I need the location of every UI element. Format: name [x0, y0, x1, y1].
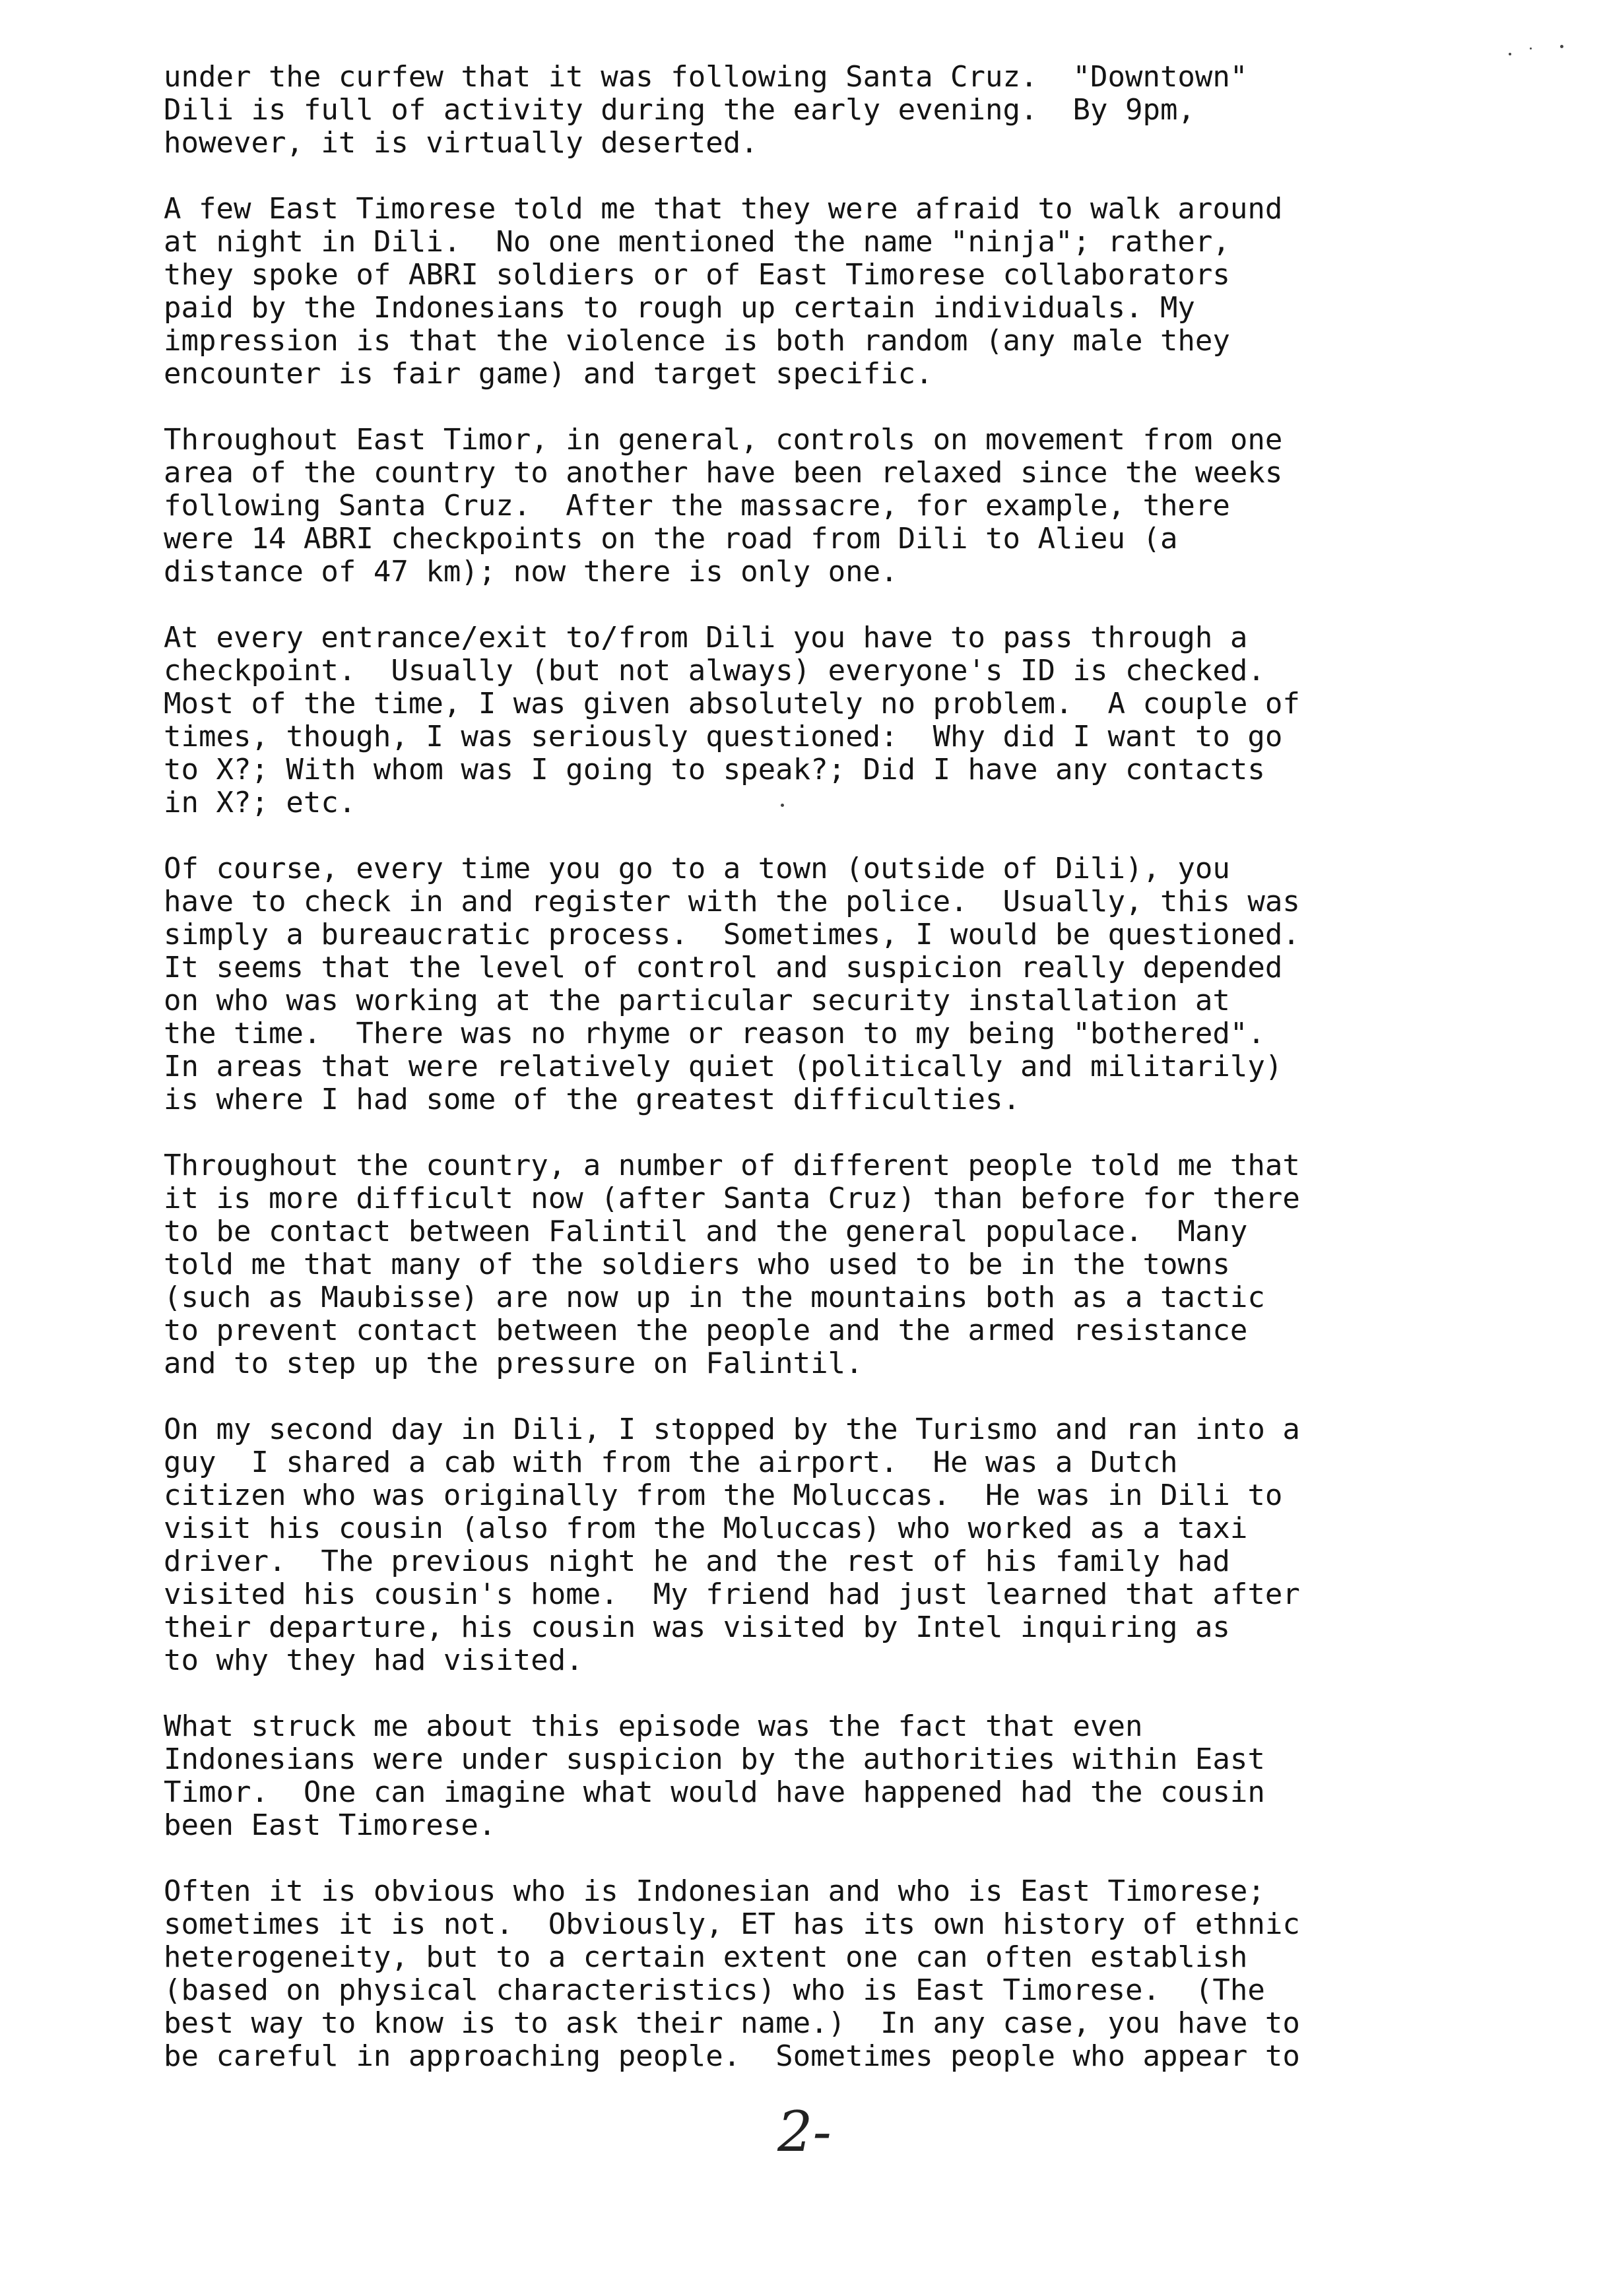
scan-speck: [1509, 53, 1511, 55]
text-line: the time. There was no rhyme or reason to my being "bothered".: [164, 1017, 1265, 1050]
text-line: following Santa Cruz. After the massacre, for example, there: [164, 489, 1230, 523]
text-line: Throughout East Timor, in general, controls on movement from one: [164, 423, 1283, 457]
text-line: Most of the time, I was given absolutely no problem. A couple of: [164, 687, 1300, 720]
text-line: distance of 47 km); now there is only one.: [164, 555, 898, 589]
paragraph: [164, 852, 1484, 1116]
paragraph: [164, 1413, 1484, 1677]
text-line: guy I shared a cab with from the airport. He was a Dutch: [164, 1446, 1178, 1479]
text-line: to prevent contact between the people and the armed resistance: [164, 1314, 1248, 1347]
text-line: encounter is fair game) and target specific.: [164, 357, 933, 391]
text-line: Timor. One can imagine what would have happened had the cousin: [164, 1775, 1265, 1809]
text-line: told me that many of the soldiers who used to be in the towns: [164, 1248, 1230, 1281]
text-line: It seems that the level of control and suspicion really depended: [164, 951, 1283, 984]
text-line: visit his cousin (also from the Moluccas) who worked as a taxi: [164, 1512, 1248, 1545]
paragraph: [164, 622, 1484, 819]
text-line: heterogeneity, but to a certain extent one can often establish: [164, 1940, 1248, 1974]
paragraph: [164, 193, 1484, 391]
text-line: citizen who was originally from the Moluccas. He was in Dili to: [164, 1479, 1283, 1512]
text-line: times, though, I was seriously questioned: Why did I want to go: [164, 720, 1283, 753]
text-line: in X?; etc.: [164, 786, 356, 819]
text-line: they spoke of ABRI soldiers or of East Timorese collaborators: [164, 258, 1230, 292]
paragraph: [164, 61, 1484, 160]
text-line: What struck me about this episode was the fact that even: [164, 1709, 1143, 1743]
text-line: were 14 ABRI checkpoints on the road from Dili to Alieu (a: [164, 522, 1178, 556]
text-line: area of the country to another have been relaxed since the weeks: [164, 456, 1283, 490]
document-body: [164, 61, 1484, 2106]
paragraph: [164, 424, 1484, 589]
text-line: On my second day in Dili, I stopped by the Turismo and ran into a: [164, 1413, 1300, 1446]
paragraph: [164, 1710, 1484, 1842]
text-line: paid by the Indonesians to rough up certain individuals. My: [164, 291, 1195, 325]
text-line: is where I had some of the greatest difficulties.: [164, 1083, 1021, 1116]
text-line: been East Timorese.: [164, 1808, 496, 1842]
page-number: 2-: [777, 2099, 832, 2164]
text-line: at night in Dili. No one mentioned the name "ninja"; rather,: [164, 225, 1230, 259]
text-line: At every entrance/exit to/from Dili you have to pass through a: [164, 621, 1248, 654]
text-line: their departure, his cousin was visited by Intel inquiring as: [164, 1610, 1230, 1644]
scan-speck: [781, 804, 784, 807]
text-line: sometimes it is not. Obviously, ET has its own history of ethnic: [164, 1907, 1300, 1941]
text-line: it is more difficult now (after Santa Cruz) than before for there: [164, 1182, 1300, 1215]
text-line: to X?; With whom was I going to speak?; Did I have any contacts: [164, 753, 1265, 786]
text-line: driver. The previous night he and the rest of his family had: [164, 1545, 1230, 1578]
text-line: Often it is obvious who is Indonesian and who is East Timorese;: [164, 1874, 1265, 1908]
text-line: (such as Maubisse) are now up in the mountains both as a tactic: [164, 1281, 1265, 1314]
text-line: A few East Timorese told me that they were afraid to walk around: [164, 192, 1283, 226]
text-line: visited his cousin's home. My friend had just learned that after: [164, 1578, 1300, 1611]
text-line: impression is that the violence is both random (any male they: [164, 324, 1230, 358]
text-line: however, it is virtually deserted.: [164, 126, 758, 160]
text-line: have to check in and register with the police. Usually, this was: [164, 885, 1300, 918]
text-line: Of course, every time you go to a town (outside of Dili), you: [164, 852, 1230, 885]
text-line: checkpoint. Usually (but not always) everyone's ID is checked.: [164, 654, 1265, 687]
text-line: Throughout the country, a number of different people told me that: [164, 1149, 1300, 1182]
paragraph: [164, 1875, 1484, 2073]
scan-speck: [1530, 48, 1532, 49]
text-line: simply a bureaucratic process. Sometimes, I would be questioned.: [164, 918, 1300, 951]
text-line: be careful in approaching people. Sometimes people who appear to: [164, 2039, 1300, 2073]
text-line: under the curfew that it was following Santa Cruz. "Downtown": [164, 60, 1248, 94]
scan-speck: [1560, 45, 1563, 48]
text-line: on who was working at the particular security installation at: [164, 984, 1230, 1017]
text-line: Dili is full of activity during the early evening. By 9pm,: [164, 93, 1195, 127]
text-line: Indonesians were under suspicion by the authorities within East: [164, 1742, 1265, 1776]
text-line: to why they had visited.: [164, 1643, 583, 1677]
text-line: and to step up the pressure on Falintil.: [164, 1347, 863, 1380]
text-line: (based on physical characteristics) who is East Timorese. (The: [164, 1973, 1265, 2007]
text-line: In areas that were relatively quiet (politically and militarily): [164, 1050, 1283, 1083]
text-line: to be contact between Falintil and the general populace. Many: [164, 1215, 1248, 1248]
text-line: best way to know is to ask their name.) In any case, you have to: [164, 2006, 1300, 2040]
paragraph: [164, 1149, 1484, 1380]
